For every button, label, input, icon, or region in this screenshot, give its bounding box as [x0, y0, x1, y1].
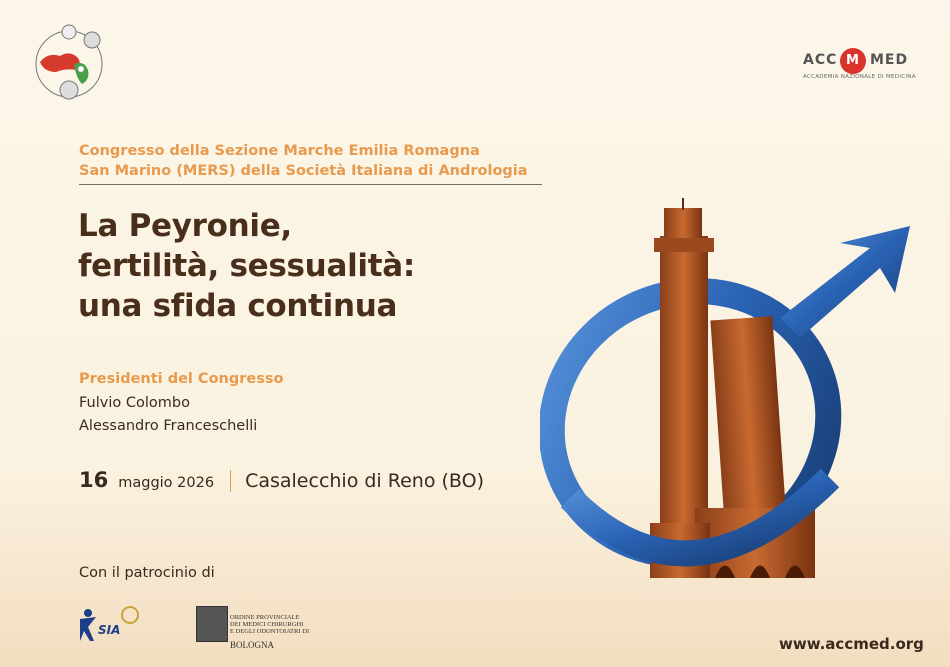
- event-date-place: [79, 468, 484, 494]
- accmed-tagline: ACCADEMIA NAZIONALE DI MEDICINA: [803, 74, 916, 80]
- omceo-text: [230, 607, 309, 656]
- omceo-bologna-logo: [196, 606, 326, 650]
- accmed-logo-right: MED: [870, 52, 909, 68]
- event-day: 16: [79, 468, 109, 492]
- mars-symbol-towers-illustration: [540, 198, 920, 598]
- president-name: Alessandro Franceschelli: [79, 418, 258, 434]
- accmed-logo-left: ACC: [803, 52, 838, 68]
- president-name: Fulvio Colombo: [79, 395, 190, 411]
- website-url: www.accmed.org: [779, 635, 924, 653]
- date-separator: [230, 470, 231, 492]
- title-line-3: una sfida continua: [78, 288, 398, 324]
- subtitle-line-1: Congresso della Sezione Marche Emilia Romagna: [79, 143, 480, 159]
- presidents-heading: Presidenti del Congresso: [79, 371, 284, 387]
- title-line-1: La Peyronie,: [78, 208, 292, 244]
- title-line-2: fertilità, sessualità:: [78, 248, 415, 284]
- event-place: Casalecchio di Reno (BO): [245, 470, 484, 492]
- omceo-emblem-icon: [196, 606, 228, 642]
- subtitle-line-2: San Marino (MERS) della Società Italiana di Andrologia: [79, 163, 528, 179]
- event-month-year: maggio 2026: [118, 475, 215, 491]
- sia-logo: [78, 605, 158, 647]
- omceo-city: BOLOGNA: [230, 640, 274, 650]
- accmed-logo-mark: M: [840, 48, 866, 74]
- mers-logo: [30, 24, 108, 104]
- congress-subtitle: [79, 141, 549, 181]
- patronage-label: Con il patrocinio di: [79, 565, 215, 581]
- omceo-lines: ORDINE PROVINCIALE DEI MEDICI CHIRURGHI E DEGLI ODONTOIATRI DI: [230, 614, 310, 635]
- accmed-logo: [803, 48, 916, 84]
- subtitle-divider: [79, 184, 542, 185]
- sia-logo-text: SIA: [98, 623, 121, 637]
- congress-title: [78, 206, 558, 326]
